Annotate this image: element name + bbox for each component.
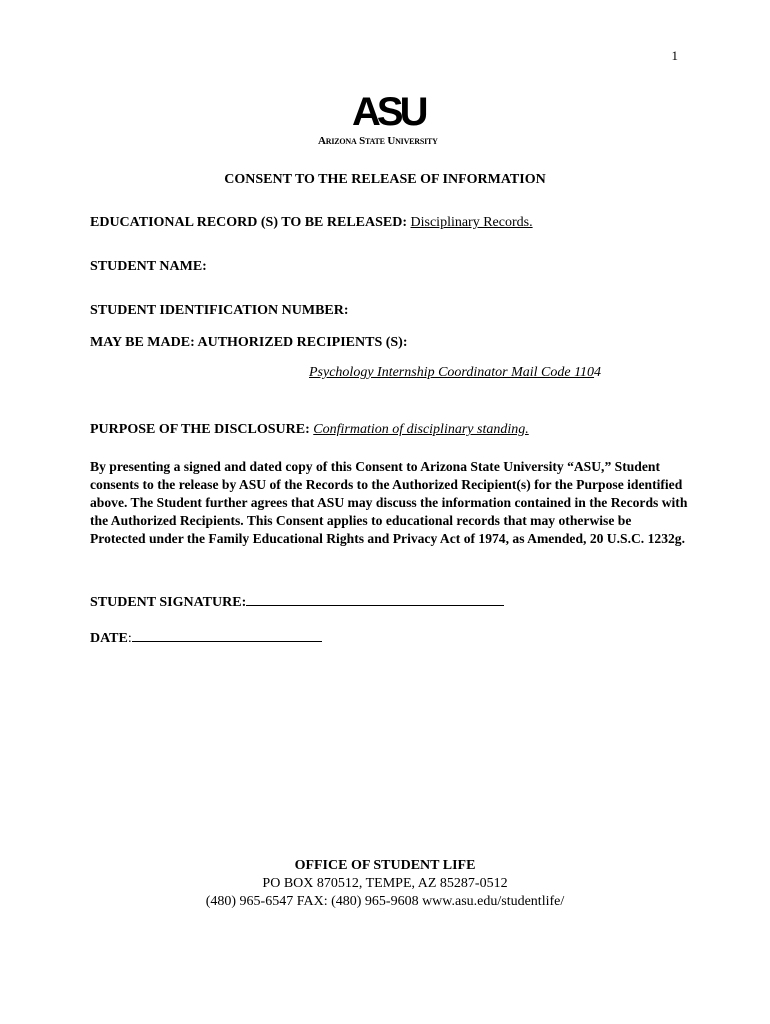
recipients-label: MAY BE MADE: AUTHORIZED RECIPIENTS (S): <box>90 335 408 350</box>
recipients-value-underlined: Psychology Internship Coordinator Mail Code 110 <box>309 365 595 380</box>
records-label: EDUCATIONAL RECORD (S) TO BE RELEASED: <box>90 215 408 230</box>
signature-line[interactable] <box>246 590 504 606</box>
consent-paragraph: By presenting a signed and dated copy of this Consent to Arizona State University “ASU,” Student consents to the release by ASU of the Records to the Authorized Recipient(s) for the Purpose identified above. The Student further agrees that ASU may discuss the information contained in the Records with the Authorized Recipients. This Consent applies to educational records that may otherwise be Protected under the Family Educational Rights and Privacy Act of 1974, as Amended, 20 U.S.C. 1232g. <box>90 459 688 546</box>
date-line[interactable] <box>132 626 322 642</box>
purpose-row <box>90 422 529 438</box>
document-title: CONSENT TO THE RELEASE OF INFORMATION <box>224 172 546 187</box>
date-row <box>90 626 322 647</box>
signature-row <box>90 590 504 611</box>
records-value: Disciplinary Records. <box>410 215 533 230</box>
footer-address: PO BOX 870512, TEMPE, AZ 85287-0512 <box>262 876 508 891</box>
purpose-value: Confirmation of disciplinary standing. <box>313 422 529 437</box>
student-id-label: STUDENT IDENTIFICATION NUMBER: <box>90 303 349 318</box>
date-label: DATE <box>90 631 128 646</box>
date-colon: : <box>127 631 132 646</box>
page-number: 1 <box>671 48 678 63</box>
recipients-value <box>309 365 601 381</box>
signature-label: STUDENT SIGNATURE: <box>90 595 247 610</box>
asu-logo-mark: ASU <box>352 90 425 134</box>
student-name-label: STUDENT NAME: <box>90 259 207 274</box>
footer-contact: (480) 965-6547 FAX: (480) 965-9608 www.asu.edu/studentlife/ <box>205 894 565 909</box>
asu-logo-wordmark: Arizona State University <box>318 135 438 147</box>
records-row <box>90 215 533 231</box>
purpose-label: PURPOSE OF THE DISCLOSURE: <box>90 422 310 437</box>
footer-office: OFFICE OF STUDENT LIFE <box>294 858 476 873</box>
recipients-value-tail: 4 <box>594 365 602 380</box>
